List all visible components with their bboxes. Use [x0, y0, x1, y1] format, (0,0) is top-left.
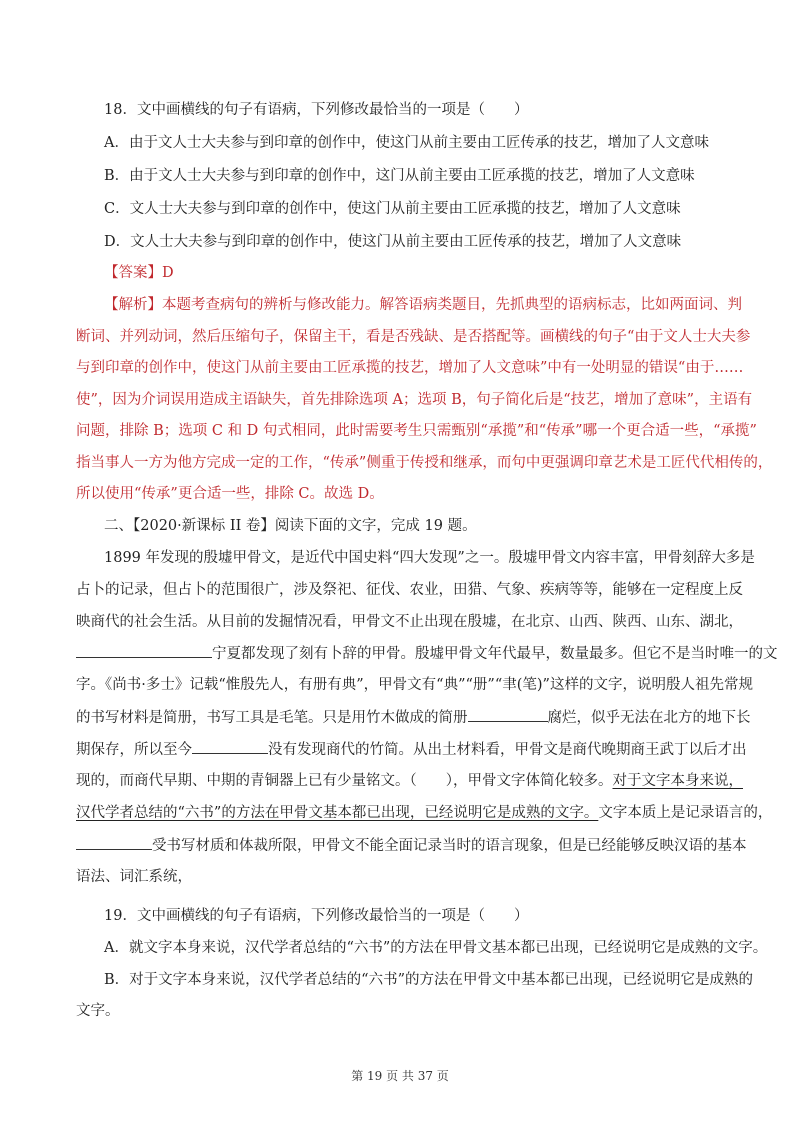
q18-analysis-line: 问题，排除 B；选项 C 和 D 句式相同，此时需要考生只需甄别“承揽”和“传承”哪一个更合适一些，“承揽”: [76, 423, 757, 439]
fill-blank: [192, 739, 268, 754]
page-footer: 第 19 页 共 37 页: [351, 1069, 449, 1083]
q18-analysis-line: 【解析】本题考查病句的辨析与修改能力。解答语病类题目，先抓典型的语病标志，比如两面词、判: [104, 297, 742, 313]
fill-blank: [76, 835, 152, 850]
q19-option-a: A．就文字本身来说，汉代学者总结的“六书”的方法在甲骨文基本都已出现，已经说明它是成熟的文字。: [104, 940, 768, 956]
fill-blank: [76, 643, 212, 658]
passage-line: 语法、词汇系统，: [76, 869, 192, 885]
q19-option-b: B．对于文字本身来说，汉代学者总结的“六书”的方法在甲骨文中基本都已出现，已经说明它是成熟的: [104, 972, 753, 988]
q18-stem: 18．文中画横线的句子有语病，下列修改最恰当的一项是（ ）: [104, 102, 529, 118]
underlined-sentence: 汉代学者总结的“六书”的方法在甲骨文基本都已出现，已经说明它是成熟的文字。: [76, 805, 599, 821]
q18-option-b: B．由于文人士大夫参与到印章的创作中，这门从前主要由工匠承揽的技艺，增加了人文意味: [104, 168, 695, 184]
passage-line: 期保存，所以至今 没有发现商代的竹简。从出土材料看，甲骨文是商代晚期商王武丁以后才出: [76, 739, 747, 760]
passage-line: 受书写材质和体裁所限，甲骨文不能全面记录当时的语言现象，但是已经能够反映汉语的基本: [76, 835, 747, 856]
passage-line: 1899 年发现的殷墟甲骨文，是近代中国史料“四大发现”之一。殷墟甲骨文内容丰富，甲骨刻辞大多是: [104, 550, 755, 566]
passage-line: 字。《尚书·多士》记载“惟殷先人，有册有典”，甲骨文有“典”“册”“聿(笔)”这样的文字，说明殷人祖先常规: [76, 677, 753, 693]
section-heading: 二、【2020·新课标 II 卷】阅读下面的文字，完成 19 题。: [104, 518, 477, 534]
q18-analysis-line: 所以使用“传承”更合适一些，排除 C。故选 D。: [76, 486, 384, 502]
q18-option-a: A．由于文人士大夫参与到印章的创作中，使这门从前主要由工匠传承的技艺，增加了人文意味: [104, 135, 709, 151]
q18-analysis-line: 与到印章的创作中，使这门从前主要由工匠承揽的技艺，增加了人文意味”中有一处明显的错误“由于……: [76, 360, 744, 376]
passage-line: 汉代学者总结的“六书”的方法在甲骨文基本都已出现，已经说明它是成熟的文字。文字本质上是记录语言的，: [76, 805, 773, 821]
passage-line: 宁夏都发现了刻有卜辞的甲骨。殷墟甲骨文年代最早，数量最多。但它不是当时唯一的文: [76, 643, 778, 664]
q19-option-b-cont: 文字。: [76, 1003, 120, 1019]
q18-analysis-line: 断词、并列动词，然后压缩句子，保留主干，看是否残缺、是否搭配等。画横线的句子“由于文人士大夫参: [76, 329, 751, 345]
passage-line: 占卜的记录，但占卜的范围很广，涉及祭祀、征伐、农业，田猎、气象、疾病等等，能够在一定程度上反: [76, 582, 743, 598]
q18-option-c: C．文人士大夫参与到印章的创作中，使这门从前主要由工匠承揽的技艺，增加了人文意味: [104, 201, 681, 217]
q18-answer: 【答案】D: [104, 265, 174, 281]
q18-analysis-line: 使”，因为介词误用造成主语缺失，首先排除选项 A；选项 B，句子简化后是“技艺，增加了意味”，主语有: [76, 392, 753, 408]
passage-line: 现的，而商代早期、中期的青铜器上已有少量铭文。（ ），甲骨文字体简化较多。对于文字本身来说，: [76, 773, 743, 789]
passage-line: 的书写材料是简册，书写工具是毛笔。只是用竹木做成的简册 腐烂，似乎无法在北方的地下长: [76, 707, 751, 728]
q18-option-d: D．文人士大夫参与到印章的创作中，使这门从前主要由工匠传承的技艺，增加了人文意味: [104, 234, 682, 250]
underlined-sentence: 对于文字本身来说，: [612, 773, 743, 789]
fill-blank: [468, 707, 548, 722]
passage-line: 映商代的社会生活。从目前的发掘情况看，甲骨文不止出现在殷墟，在北京、山西、陕西、山东、湖北，: [76, 614, 743, 630]
q18-analysis-line: 指当事人一方为他方完成一定的工作，“传承”侧重于传授和继承，而句中更强调印章艺术是工匠代代相传的，: [76, 455, 773, 471]
q19-stem: 19．文中画横线的句子有语病，下列修改最恰当的一项是（ ）: [104, 908, 529, 924]
